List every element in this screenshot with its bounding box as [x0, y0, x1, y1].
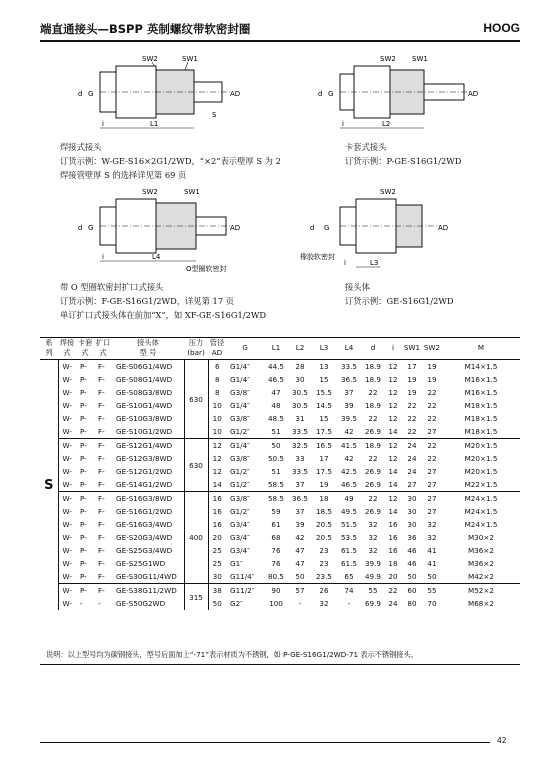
- svg-text:SW2: SW2: [380, 188, 396, 196]
- svg-text:L2: L2: [382, 120, 391, 128]
- svg-text:SW2: SW2: [142, 188, 158, 196]
- table-row: W- P- F- GE-S16G3/4WD 16 G3/4″ 61 39 20.5 51.5 32 16 30 32 M24×1.5: [62, 520, 498, 529]
- weld-caption: 焊接式接头 订货示例：W-GE-S16×2G1/2WD，“×2”表示壁厚 S 为 2 焊接管壁厚 S 的选择详见第 69 页: [60, 142, 281, 180]
- svg-text:G: G: [88, 224, 94, 232]
- svg-text:O型圈软密封: O型圈软密封: [186, 265, 227, 273]
- svg-text:d: d: [78, 224, 83, 232]
- svg-text:L4: L4: [152, 253, 161, 261]
- table-row: W- P- F- GE-S25G1WD 25 G1″ 76 47 23 61.5 39.9 18 46 41 M36×2: [62, 559, 494, 568]
- table-note: 说明：以上型号均为碳钢接头，型号后面加上“-71”表示材质为不锈钢，如 P-GE-S16G1/2WD-71 表示不锈钢接头。: [46, 650, 418, 659]
- table-row: W- P- F- GE-S08G3/8WD 8 G3/8″ 47 30.5 15.5 37 22 12 19 22 M16×1.5: [62, 388, 498, 397]
- table-row: W- P- F- GE-S10G3/8WD 10 G3/8″ 48.5 31 15 39.5 22 12 22 22 M18×1.5: [62, 414, 498, 423]
- svg-text:i: i: [342, 120, 344, 128]
- table-row: W- P- F- GE-S12G1/2WD 12 G1/2″ 51 33.5 17.5 42.5 26.9 14 24 27 M20×1.5: [62, 467, 498, 476]
- svg-text:G: G: [328, 90, 334, 98]
- page-title: 端直通接头—BSPP 英制螺纹带软密封圈: [40, 22, 251, 36]
- svg-text:SW1: SW1: [182, 55, 198, 63]
- brand-name: HOOG: [483, 21, 520, 35]
- series-label: S: [40, 360, 58, 611]
- svg-text:G: G: [88, 90, 94, 98]
- svg-text:SW1: SW1: [184, 188, 200, 196]
- svg-text:i: i: [102, 253, 104, 261]
- page-number: 42: [497, 736, 507, 745]
- table-row: W- - - GE-S50G2WD 50 G2″ 100 - 32 - 69.9 24 80 70 M68×2: [62, 599, 494, 608]
- ferrule-caption: 卡套式接头 订货示例：P-GE-S16G1/2WD: [345, 142, 462, 166]
- spec-table: [40, 337, 520, 610]
- table-row: W- P- F- GE-S16G3/8WD 400 16 G3/8″ 58.5 36.5 18 49 22 12 30 27 M24×1.5: [40, 492, 520, 506]
- table-row: W- P- F- GE-S12G3/8WD 12 G3/8″ 50.5 33 17 42 22 12 24 22 M20×1.5: [62, 454, 498, 463]
- table-row: W- P- F- GE-S10G1/2WD 10 G1/2″ 51 33.5 17.5 42 26.9 14 22 27 M18×1.5: [62, 427, 498, 436]
- svg-text:SW1: SW1: [412, 55, 428, 63]
- svg-text:G: G: [324, 224, 330, 232]
- table-row: W- P- F- GE-S30G11/4WD 30 G11/4″ 80.5 50 23.5 65 49.9 20 50 50 M42×2: [62, 572, 494, 581]
- table-header-row: 系 列 焊接 式 卡套 式 扩口 式 接头体 型 号 压力 (bar) 管径 AD G L1 L2 L3 L4 d i SW1 SW2 M: [40, 337, 520, 360]
- svg-text:SW2: SW2: [142, 55, 158, 63]
- table-row: W- P- F- GE-S25G3/4WD 25 G3/4″ 76 47 23 61.5 32 16 46 41 M36×2: [62, 546, 494, 555]
- table-row: S W- P- F- GE-S06G1/4WD 630 6 G1/4″ 44.5 28 13 33.5 18.9 12 17 19 M14×1.5: [40, 360, 520, 374]
- svg-text:L3: L3: [370, 259, 379, 267]
- svg-text:i: i: [344, 259, 346, 267]
- flare-caption: 带 O 型圈软密封扩口式接头 订货示例：F-GE-S16G1/2WD，详见第 17 页 单订扩口式接头体在前加“X”，如 XF-GE-S16G1/2WD: [60, 282, 267, 320]
- footer-rule: [40, 742, 490, 743]
- body-drawing: [300, 185, 470, 280]
- svg-text:L1: L1: [150, 120, 159, 128]
- svg-text:AD: AD: [230, 224, 241, 232]
- table-row: W- P- F- GE-S14G1/2WD 14 G1/2″ 58.5 37 19 46.5 26.9 14 27 27 M22×1.5: [62, 480, 498, 489]
- svg-text:AD: AD: [468, 90, 479, 98]
- svg-text:AD: AD: [438, 224, 449, 232]
- table-row: W- P- F- GE-S10G1/4WD 10 G1/4″ 48 30.5 14.5 39 18.9 12 22 22 M18×1.5: [62, 401, 498, 410]
- table-row: W- P- F- GE-S38G11/2WD 315 38 G11/2″ 90 57 26 74 55 22 60 55 M52×2: [40, 584, 520, 598]
- page-header: [40, 21, 520, 41]
- svg-text:橡胶软密封: 橡胶软密封: [300, 253, 335, 261]
- svg-text:d: d: [310, 224, 315, 232]
- weld-fitting-drawing: [70, 52, 250, 142]
- table-row: W- P- F- GE-S16G1/2WD 16 G1/2″ 59 37 18.5 49.5 26.9 14 30 27 M24×1.5: [62, 507, 498, 516]
- svg-text:d: d: [318, 90, 323, 98]
- svg-text:d: d: [78, 90, 83, 98]
- table-row: W- P- F- GE-S12G1/4WD 630 12 G1/4″ 50 32.5 16.5 41.5 18.9 12 24 22 M20×1.5: [40, 439, 520, 453]
- flare-fitting-drawing: [70, 185, 250, 280]
- svg-text:S: S: [212, 111, 217, 119]
- svg-text:i: i: [102, 120, 104, 128]
- body-caption: 接头体 订货示例：GE-S16G1/2WD: [345, 282, 454, 306]
- ferrule-fitting-drawing: [310, 52, 480, 142]
- svg-text:AD: AD: [230, 90, 241, 98]
- table-row: W- P- F- GE-S08G1/4WD 8 G1/4″ 46.5 30 15 36.5 18.9 12 19 19 M16×1.5: [62, 375, 498, 384]
- svg-text:SW2: SW2: [380, 55, 396, 63]
- table-row: W- P- F- GE-S20G3/4WD 20 G3/4″ 68 42 20.5 53.5 32 16 36 32 M30×2: [62, 533, 494, 542]
- header-rule: [40, 40, 520, 42]
